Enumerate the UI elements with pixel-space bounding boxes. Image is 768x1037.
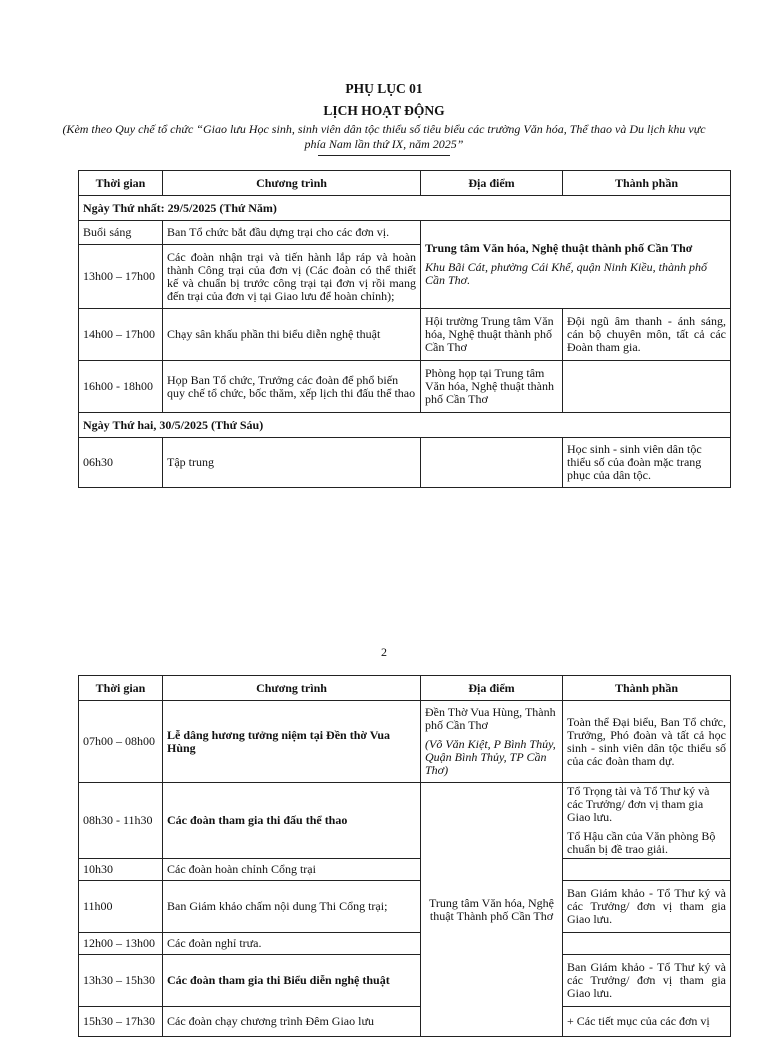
time-cell: 11h00 xyxy=(79,881,163,933)
time-cell: 12h00 – 13h00 xyxy=(79,933,163,955)
day-heading: Ngày Thứ hai, 30/5/2025 (Thứ Sáu) xyxy=(79,413,731,438)
location-cell xyxy=(421,701,563,783)
participants-cell xyxy=(563,933,731,955)
schedule-table-2 xyxy=(78,675,731,1037)
table-row xyxy=(79,438,731,488)
location-cell xyxy=(421,221,731,309)
title-underline xyxy=(318,155,450,156)
time-cell: 15h30 – 17h30 xyxy=(79,1007,163,1037)
column-header-participants: Thành phần xyxy=(563,171,731,196)
participants-cell xyxy=(563,783,731,859)
column-header-program: Chương trình xyxy=(163,171,421,196)
table-row xyxy=(79,361,731,413)
program-cell: Các đoàn nhận trại và tiến hành lắp ráp và hoàn thành Công trại của đơn vị (Các đoàn có thể thiết kế và chuẩn bị trước công trại tại đơn vị rồi mang đến trại của đơn vị tại Giao lưu để hoàn chỉnh); xyxy=(163,245,421,309)
participants-text: Tổ Hậu cần của Văn phòng Bộ chuẩn bị đề trao giải. xyxy=(567,829,716,856)
table-row xyxy=(79,783,731,859)
time-cell: 16h00 - 18h00 xyxy=(79,361,163,413)
program-cell: Các đoàn hoàn chỉnh Cổng trại xyxy=(163,859,421,881)
day-heading-row xyxy=(79,413,731,438)
time-cell: 07h00 – 08h00 xyxy=(79,701,163,783)
day-heading: Ngày Thứ nhất: 29/5/2025 (Thứ Năm) xyxy=(79,196,731,221)
program-cell: Các đoàn chạy chương trình Đêm Giao lưu xyxy=(163,1007,421,1037)
program-cell: Ban Tổ chức bắt đầu dựng trại cho các đơn vị. xyxy=(163,221,421,245)
appendix-label: PHỤ LỤC 01 xyxy=(345,81,423,96)
participants-cell: Toàn thể Đại biểu, Ban Tổ chức, Trưởng, Phó đoàn và tất cả học sinh - sinh viên dân tộc thiểu số của các đoàn tham dự. xyxy=(563,701,731,783)
column-header-location: Địa điểm xyxy=(421,676,563,701)
document-subtitle: (Kèm theo Quy chế tổ chức “Giao lưu Học sinh, sinh viên dân tộc thiểu số tiêu biểu các trường Văn hóa, Thể thao và Du lịch khu vực phía Nam lần thứ IX, năm 2025” xyxy=(62,122,706,151)
table-row xyxy=(79,221,731,245)
participants-cell: Học sinh - sinh viên dân tộc thiểu số của đoàn mặc trang phục của dân tộc. xyxy=(563,438,731,488)
day-heading-row xyxy=(79,196,731,221)
participants-cell: Ban Giám khảo - Tổ Thư ký và các Trưởng/ đơn vị tham gia Giao lưu. xyxy=(563,881,731,933)
page-header xyxy=(0,80,768,156)
program-cell: Lễ dâng hương tưởng niệm tại Đền thờ Vua Hùng xyxy=(163,701,421,783)
time-cell: 10h30 xyxy=(79,859,163,881)
location-cell: Phòng họp tại Trung tâm Văn hóa, Nghệ thuật thành phố Cần Thơ xyxy=(421,361,563,413)
document-title: LỊCH HOẠT ĐỘNG xyxy=(323,103,445,118)
time-cell: 06h30 xyxy=(79,438,163,488)
column-header-time: Thời gian xyxy=(79,676,163,701)
location-cell: Hội trường Trung tâm Văn hóa, Nghệ thuật thành phố Cần Thơ xyxy=(421,309,563,361)
program-cell: Chạy sân khấu phần thi biểu diễn nghệ thuật xyxy=(163,309,421,361)
participants-cell xyxy=(563,361,731,413)
column-header-location: Địa điểm xyxy=(421,171,563,196)
time-cell: Buổi sáng xyxy=(79,221,163,245)
table-row xyxy=(79,1007,731,1037)
location-cell: Trung tâm Văn hóa, Nghệ thuật Thành phố Cần Thơ xyxy=(421,783,563,1037)
schedule-table-1 xyxy=(78,170,731,488)
program-cell: Họp Ban Tổ chức, Trưởng các đoàn để phổ biến quy chế tổ chức, bốc thăm, xếp lịch thi đấu thể thao xyxy=(163,361,421,413)
location-address: (Võ Văn Kiệt, P Bình Thủy, Quận Bình Thủy, TP Cần Thơ) xyxy=(425,737,556,777)
table-header-row xyxy=(79,676,731,701)
participants-cell xyxy=(563,859,731,881)
program-cell: Tập trung xyxy=(163,438,421,488)
participants-cell: Ban Giám khảo - Tổ Thư ký và các Trưởng/ đơn vị tham gia Giao lưu. xyxy=(563,955,731,1007)
table-row xyxy=(79,309,731,361)
location-cell xyxy=(421,438,563,488)
table-row xyxy=(79,881,731,933)
program-cell: Các đoàn tham gia thi đấu thể thao xyxy=(163,783,421,859)
table-row xyxy=(79,933,731,955)
location-name: Trung tâm Văn hóa, Nghệ thuật thành phố Cần Thơ xyxy=(425,241,693,255)
table-row xyxy=(79,701,731,783)
participants-cell: + Các tiết mục của các đơn vị xyxy=(563,1007,731,1037)
column-header-program: Chương trình xyxy=(163,676,421,701)
participants-cell: Đội ngũ âm thanh - ánh sáng, cán bộ chuyên môn, tất cả các Đoàn tham gia. xyxy=(563,309,731,361)
program-cell: Các đoàn nghỉ trưa. xyxy=(163,933,421,955)
program-cell: Ban Giám khảo chấm nội dung Thi Cổng trại; xyxy=(163,881,421,933)
table-row xyxy=(79,955,731,1007)
program-cell: Các đoàn tham gia thi Biểu diễn nghệ thuật xyxy=(163,955,421,1007)
table-row xyxy=(79,859,731,881)
column-header-time: Thời gian xyxy=(79,171,163,196)
column-header-participants: Thành phần xyxy=(563,676,731,701)
location-address: Khu Bãi Cát, phường Cái Khế, quận Ninh Kiều, thành phố Cần Thơ. xyxy=(425,260,707,287)
participants-text: Tổ Trọng tài và Tổ Thư ký và các Trưởng/ đơn vị tham gia Giao lưu. xyxy=(567,784,710,824)
location-name: Đền Thờ Vua Hùng, Thành phố Cần Thơ xyxy=(425,705,556,732)
page-number: 2 xyxy=(381,645,387,659)
time-cell: 13h00 – 17h00 xyxy=(79,245,163,309)
table-header-row xyxy=(79,171,731,196)
time-cell: 13h30 – 15h30 xyxy=(79,955,163,1007)
time-cell: 08h30 - 11h30 xyxy=(79,783,163,859)
time-cell: 14h00 – 17h00 xyxy=(79,309,163,361)
